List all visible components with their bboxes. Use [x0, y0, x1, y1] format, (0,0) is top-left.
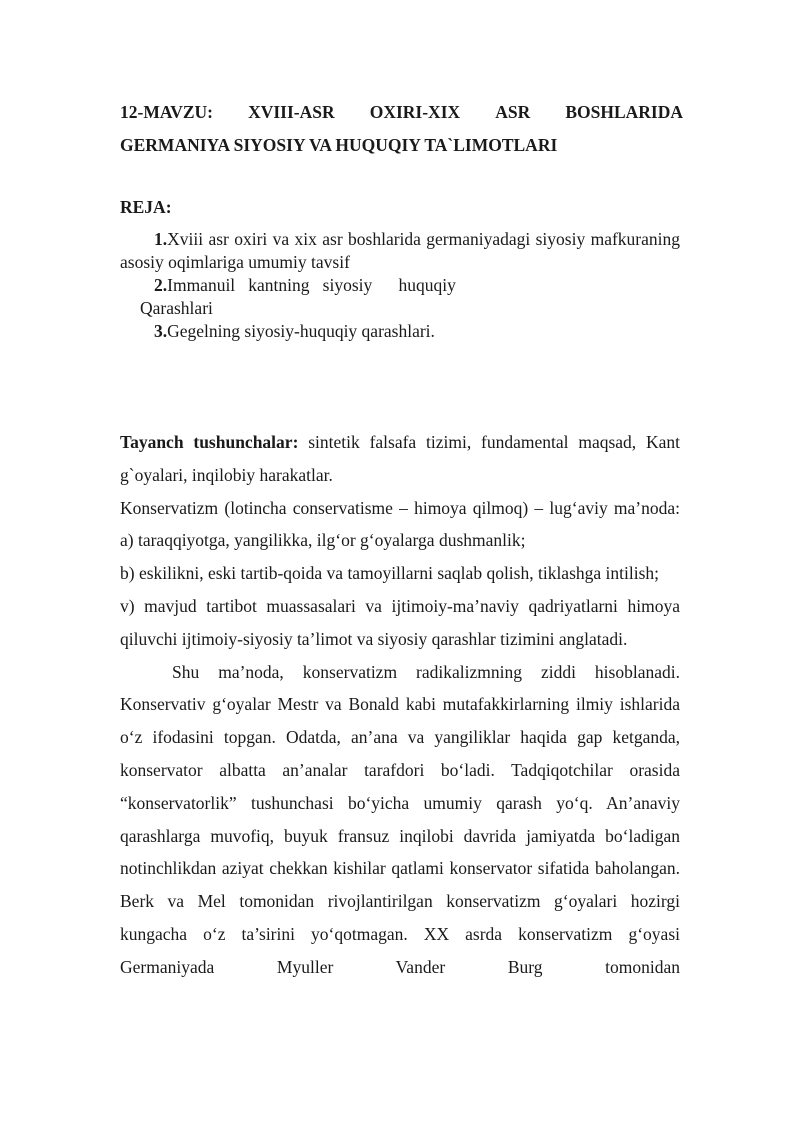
plan-item-number: 2.	[154, 275, 168, 295]
key-concepts-text: sintetik falsafa tizimi, fundamental maqsad, Kant g`oyalari, inqilobiy harakatlar.	[120, 432, 680, 485]
plan-item-text: Gegelning siyosiy-huquqiy qarashlari.	[167, 321, 435, 341]
plan-list	[120, 228, 680, 343]
title-word: XVIII-ASR	[248, 102, 335, 122]
title-line-1	[120, 96, 683, 129]
paragraph: Konservatizm (lotincha conservatisme – himoya qilmoq) – lug‘aviy ma’noda: a) taraqqiyotga, yangilikka, ilg‘or g‘oyalarga dushmanlik;	[120, 497, 680, 551]
paragraph: v) mavjud tartibot muassasalari va ijtimoiy-ma’naviy qadriyatlarni himoya qiluvchi ijtimoiy-siyosiy ta’limot va siyosiy qarashlar tizimini anglatadi.	[120, 595, 680, 649]
plan-item-2-continuation: Qarashlari	[140, 298, 213, 318]
title-word: 12-MAVZU:	[120, 102, 214, 122]
paragraph: b) eskilikni, eski tartib-qoida va tamoyillarni saqlab qolish, tiklashga intilish;	[120, 563, 660, 584]
key-concepts-paragraph	[120, 426, 680, 492]
document-title	[120, 96, 683, 162]
plan-item-3	[120, 320, 680, 343]
title-word: BOSHLARIDA	[565, 102, 683, 122]
title-line-2: GERMANIYA SIYOSIY VA HUQUQIY TA`LIMOTLARI	[120, 135, 558, 155]
key-concepts-label: Tayanch tushunchalar:	[120, 432, 299, 452]
title-word: ASR	[495, 102, 531, 122]
plan-item-text: Xviii asr oxiri va xix asr boshlarida germaniyadagi siyosiy mafkuraning asosiy oqimlariga umumiy tavsif	[120, 229, 680, 272]
plan-heading: REJA:	[120, 197, 172, 217]
plan-item-text: Immanuil kantning siyosiy huquqiy	[167, 275, 456, 295]
plan-item-number: 1.	[154, 229, 168, 249]
plan-item-number: 3.	[154, 321, 168, 341]
plan-item-2	[120, 274, 680, 297]
plan-item-1	[120, 228, 680, 274]
paragraph: Shu ma’noda, konservatizm radikalizmning ziddi hisoblanadi. Konservativ g‘oyalar Mestr va Bonald kabi mutafakkirlarning ilmiy ishlarida o‘z ifodasini topgan. Odatda, an’ana va yangiliklar haqida gap ketganda, konservator albatta an’analar tarafdori bo‘ladi. Tadqiqotchilar orasida “konservatorlik” tushunchasi bo‘yicha umumiy qarash yo‘q. An’anaviy qarashlarga muvofiq, buyuk fransuz inqilobi davrida jamiyatda bo‘ladigan notinchlikdan aziyat chekkan kishilar qatlami konservator sifatida baholangan. Berk va Mel tomonidan rivojlantirilgan konservatizm g‘oyalari hozirgi kungacha o‘z ta’sirini yo‘qotmagan. XX asrda konservatizm g‘oyasi Germaniyada Myuller Vander Burg tomonidan	[120, 661, 680, 977]
document-body	[120, 426, 680, 984]
title-word: OXIRI-XIX	[369, 102, 461, 122]
